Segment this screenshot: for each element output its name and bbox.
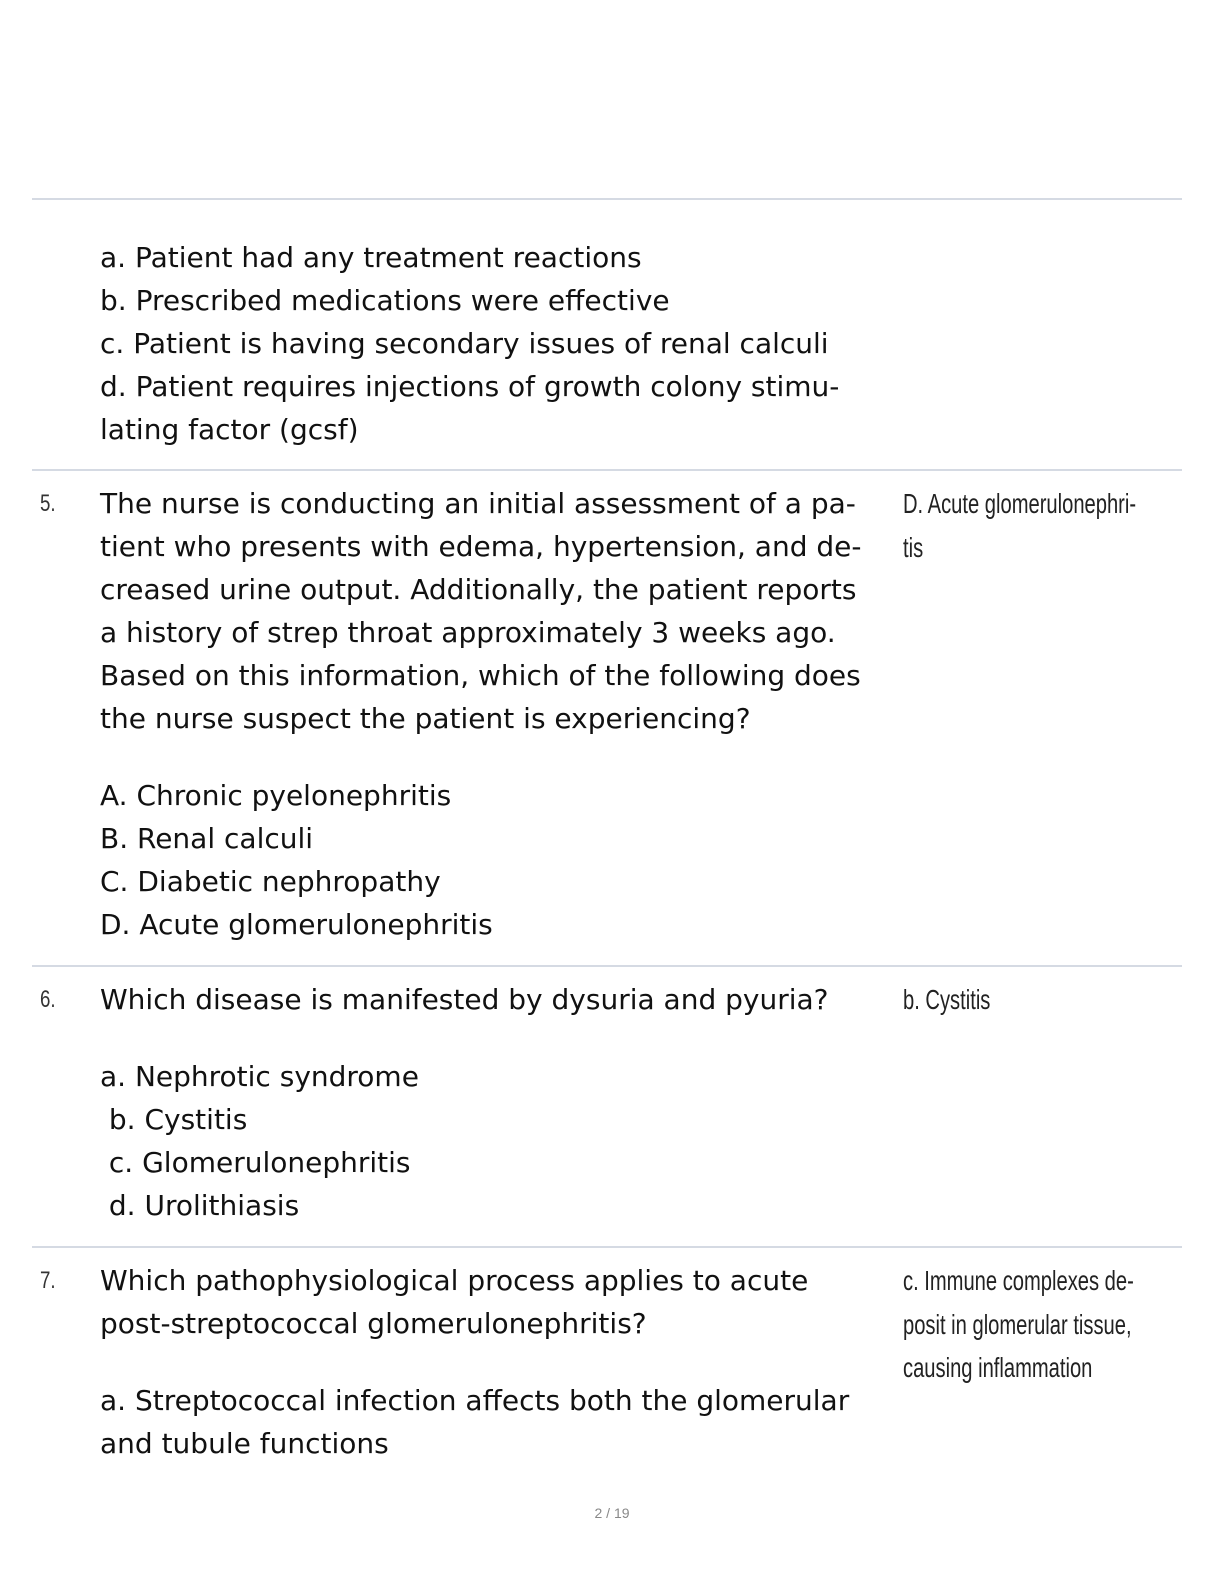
option: a. Nephrotic syndrome (100, 1060, 419, 1093)
question-7 (100, 1259, 900, 1465)
question-6 (100, 978, 900, 1227)
option: d. Urolithiasis (100, 1189, 300, 1222)
option: a. Streptococcal infection affects both the glomerular (100, 1384, 850, 1417)
answer-line: tis (903, 531, 924, 563)
option: c. Patient is having secondary issues of renal calculi (100, 327, 829, 360)
option: lating factor (gcsf) (100, 413, 359, 446)
answer-line: b. Cystitis (903, 984, 991, 1015)
question-number: 6. (40, 986, 56, 1013)
answer-5 (903, 482, 1141, 569)
answer-line: posit in glomerular tissue, (903, 1308, 1132, 1340)
answer-line: c. Immune complexes de- (903, 1265, 1134, 1296)
question-line: Which pathophysiological process applies to acute (100, 1264, 809, 1297)
option: b. Prescribed medications were effective (100, 284, 670, 317)
question-number: 7. (40, 1267, 56, 1294)
option: a. Patient had any treatment reactions (100, 241, 642, 274)
question-line: a history of strep throat approximately 3 weeks ago. (100, 616, 836, 649)
answer-6 (903, 978, 1141, 1022)
answer-line: D. Acute glomerulonephri- (903, 488, 1137, 519)
answer-7 (903, 1259, 1141, 1390)
question-line: tient who presents with edema, hypertension, and de- (100, 530, 862, 563)
question-line: creased urine output. Additionally, the patient reports (100, 573, 857, 606)
divider-card-6 (32, 965, 1182, 967)
option: d. Patient requires injections of growth colony stimu- (100, 370, 840, 403)
option: D. Acute glomerulonephritis (100, 908, 493, 941)
option: b. Cystitis (100, 1103, 248, 1136)
question-line: The nurse is conducting an initial assessment of a pa- (100, 487, 856, 520)
option: c. Glomerulonephritis (100, 1146, 411, 1179)
question-line: post-streptococcal glomerulonephritis? (100, 1307, 647, 1340)
card-continued-options (100, 236, 900, 451)
question-line: Based on this information, which of the following does (100, 659, 861, 692)
question-number: 5. (40, 490, 56, 517)
answer-line: causing inflammation (903, 1352, 1093, 1383)
question-5 (100, 482, 900, 946)
option: C. Diabetic nephropathy (100, 865, 441, 898)
question-line: the nurse suspect the patient is experiencing? (100, 702, 751, 735)
divider-card-7 (32, 1246, 1182, 1248)
divider-top (32, 198, 1182, 200)
page-indicator: 2 / 19 (594, 1505, 630, 1521)
option: B. Renal calculi (100, 822, 314, 855)
option: A. Chronic pyelonephritis (100, 779, 452, 812)
divider-card-5 (32, 469, 1182, 471)
option: and tubule functions (100, 1427, 389, 1460)
question-line: Which disease is manifested by dysuria and pyuria? (100, 983, 829, 1016)
